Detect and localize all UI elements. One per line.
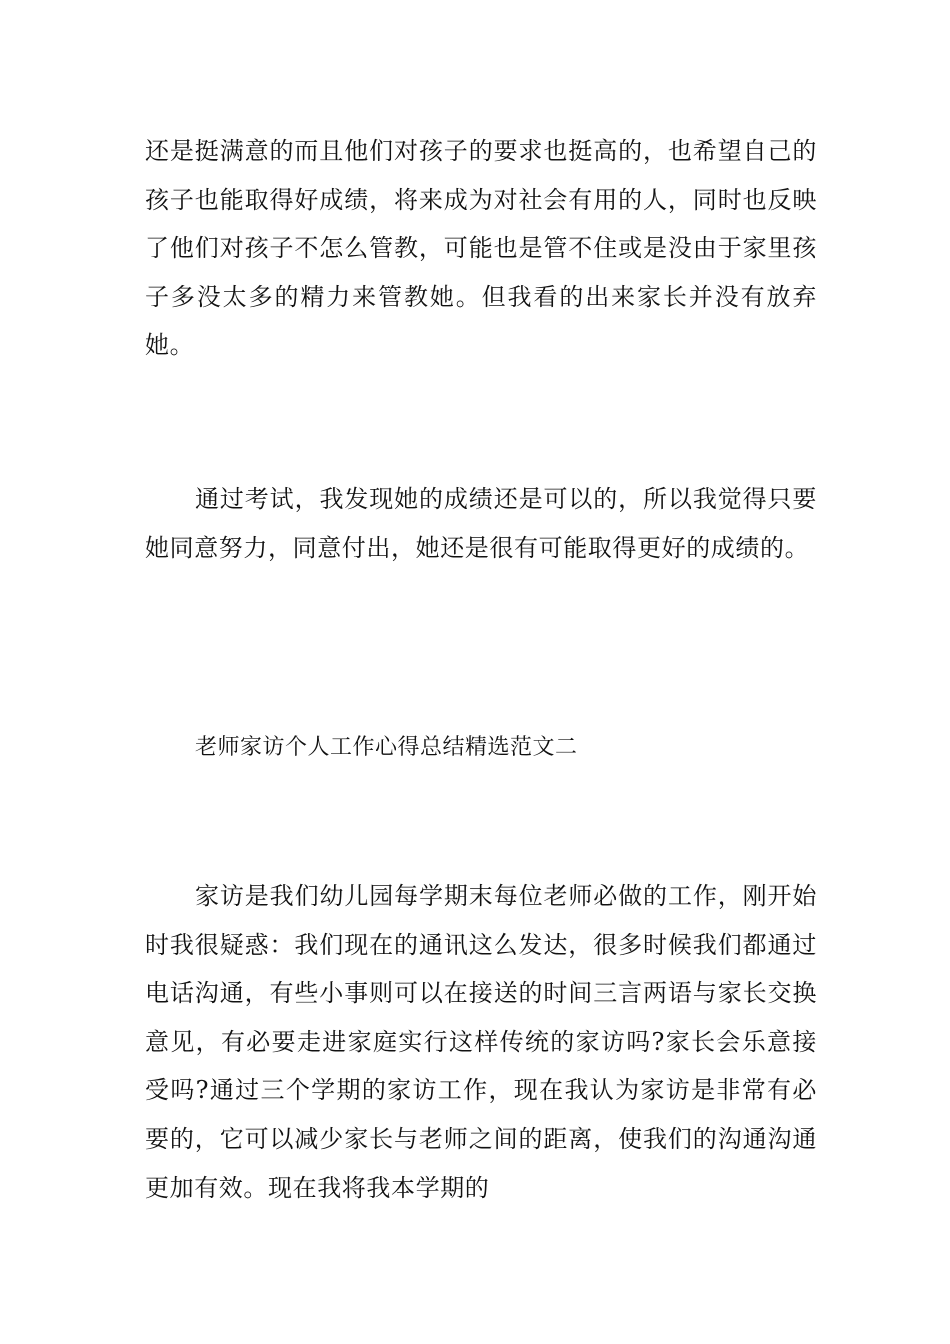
paragraph-exam-result: 通过考试，我发现她的成绩还是可以的，所以我觉得只要她同意努力，同意付出，她还是很有可能取得更好的成绩的。 (145, 485, 817, 562)
paragraph-parent-attitude: 还是挺满意的而且他们对孩子的要求也挺高的，也希望自己的孩子也能取得好成绩，将来成为对社会有用的人，同时也反映了他们对孩子不怎么管教，可能也是管不住或是没由于家里孩子多没太多的精力来管教她。但我看的出来家长并没有放弃她。 (145, 137, 817, 360)
section-heading: 老师家访个人工作心得总结精选范文二 (195, 735, 578, 760)
paragraph-home-visit: 家访是我们幼儿园每学期末每位老师必做的工作，刚开始时我很疑惑：我们现在的通讯这么发达，很多时候我们都通过电话沟通，有些小事则可以在接送的时间三言两语与家长交换意见，有必要走进家庭实行这样传统的家访吗?家长会乐意接受吗?通过三个学期的家访工作，现在我认为家访是非常有必要的，它可以减少家长与老师之间的距离，使我们的沟通沟通更加有效。现在我将我本学期的 (145, 882, 817, 1202)
